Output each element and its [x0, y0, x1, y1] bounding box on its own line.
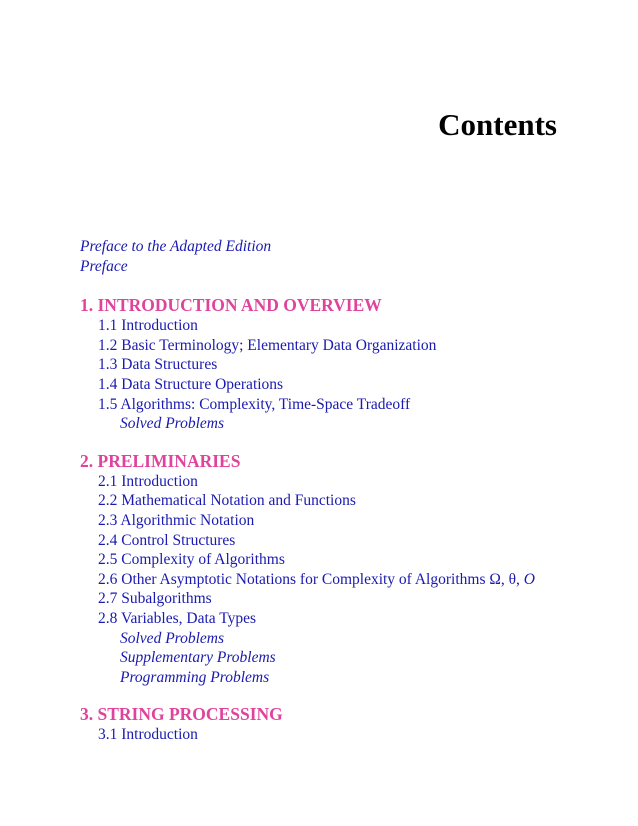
page-title: Contents: [438, 107, 557, 142]
table-of-contents: [80, 237, 600, 745]
toc-link-2-supplementary-problems[interactable]: Supplementary Problems: [120, 649, 276, 667]
chapter-2-heading[interactable]: 2. PRELIMINARIES: [80, 450, 241, 471]
chapter-2-block: [80, 450, 600, 688]
toc-link-2-8[interactable]: 2.8 Variables, Data Types: [98, 609, 257, 627]
toc-link-1-5[interactable]: 1.5 Algorithms: Complexity, Time-Space Tradeoff: [98, 395, 411, 413]
toc-link-2-solved-problems[interactable]: Solved Problems: [120, 629, 225, 647]
toc-link-2-7[interactable]: 2.7 Subalgorithms: [98, 590, 212, 608]
toc-link-2-6-big-o: O: [523, 570, 535, 588]
toc-link-2-4[interactable]: 2.4 Control Structures: [98, 531, 236, 549]
toc-link-2-2[interactable]: 2.2 Mathematical Notation and Functions: [98, 492, 356, 510]
toc-link-preface-adapted[interactable]: Preface to the Adapted Edition: [80, 238, 272, 255]
toc-link-2-3[interactable]: 2.3 Algorithmic Notation: [98, 511, 255, 529]
toc-link-1-solved-problems[interactable]: Solved Problems: [120, 415, 225, 433]
toc-link-2-5[interactable]: 2.5 Complexity of Algorithms: [98, 551, 285, 569]
toc-link-3-1[interactable]: 3.1 Introduction: [98, 726, 198, 744]
toc-link-1-1[interactable]: 1.1 Introduction: [98, 317, 198, 335]
toc-link-1-4[interactable]: 1.4 Data Structure Operations: [98, 375, 284, 393]
toc-link-1-2[interactable]: 1.2 Basic Terminology; Elementary Data Organization: [98, 336, 437, 354]
chapter-1-block: [80, 294, 600, 434]
chapter-3-heading[interactable]: 3. STRING PROCESSING: [80, 704, 283, 725]
toc-link-2-programming-problems[interactable]: Programming Problems: [120, 668, 270, 686]
toc-link-2-6[interactable]: [80, 570, 600, 590]
chapter-1-heading[interactable]: 1. INTRODUCTION AND OVERVIEW: [80, 295, 382, 316]
toc-link-2-6-text: 2.6 Other Asymptotic Notations for Complexity of Algorithms Ω, θ,: [98, 570, 520, 588]
toc-link-2-1[interactable]: 2.1 Introduction: [98, 472, 198, 490]
chapter-3-block: [80, 703, 600, 745]
toc-link-preface[interactable]: Preface: [80, 257, 128, 275]
toc-link-1-3[interactable]: 1.3 Data Structures: [98, 356, 218, 374]
